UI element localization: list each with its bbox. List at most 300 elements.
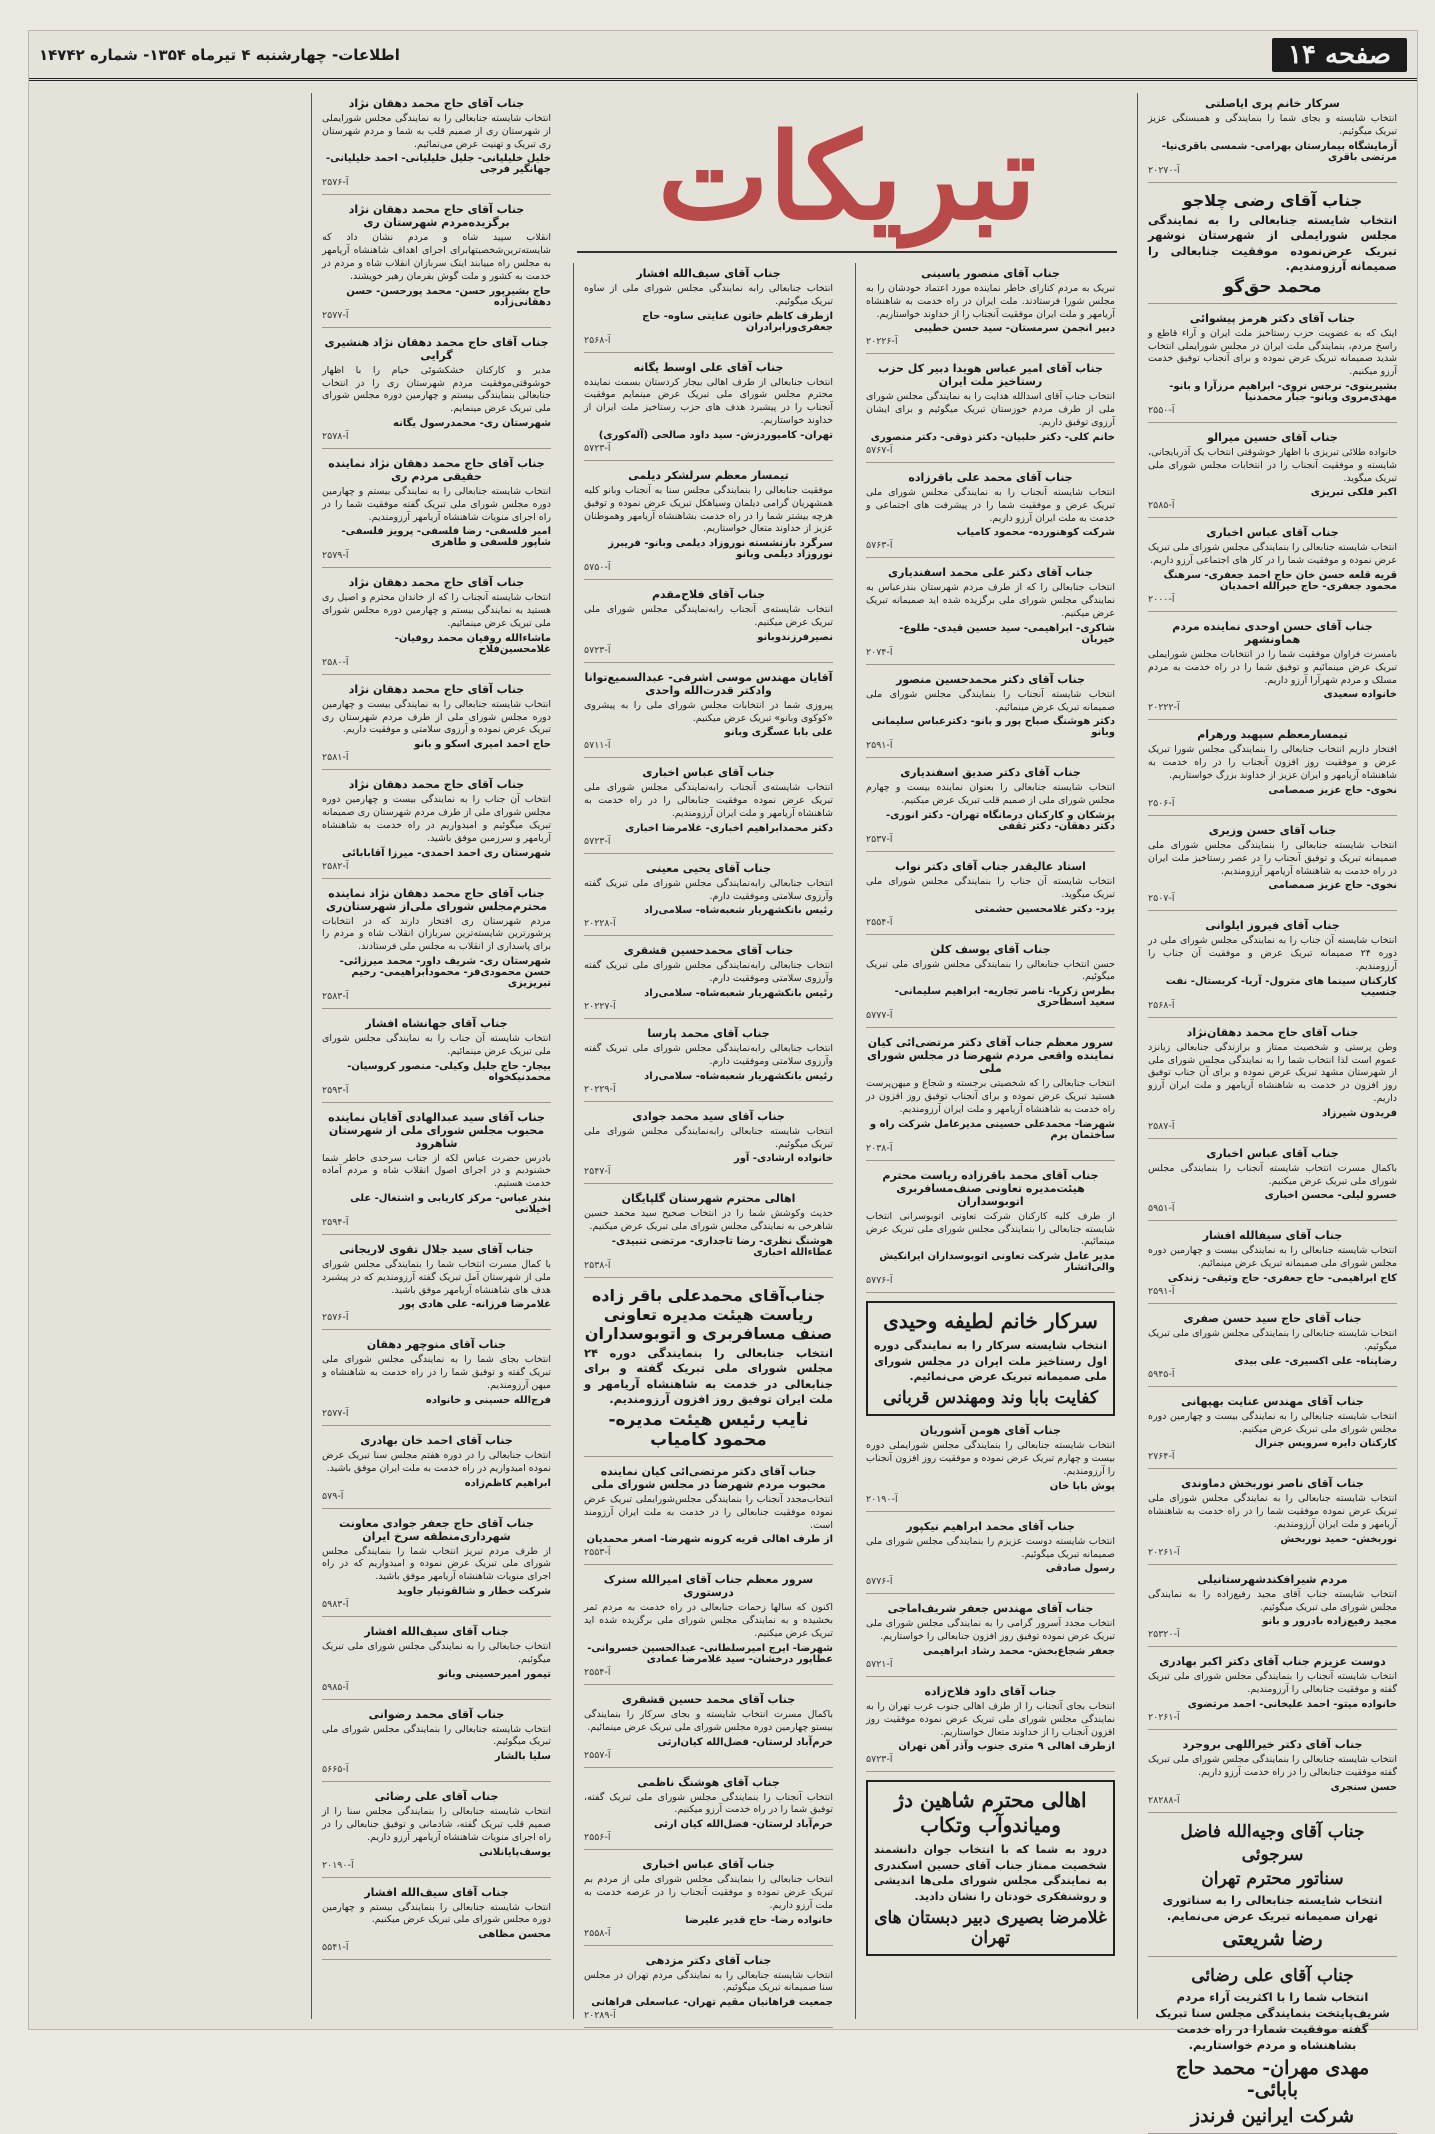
notice-entry xyxy=(1148,431,1397,518)
ad-code: آ-۵۹۴۵ xyxy=(1148,1368,1175,1380)
ad-code: آ-۲۵۹۳ xyxy=(322,1084,349,1096)
page-number-label: صفحه ۱۴ xyxy=(1272,38,1407,72)
ad-code: آ-۲۰۳۸ xyxy=(866,1142,893,1154)
notice-signature: دکتر محمدابراهیم اخباری- غلامرضا اخباری xyxy=(625,822,833,834)
notice-signature: خانواده میتو- احمد علیخانی- احمد مرتضوی xyxy=(1187,1699,1397,1710)
notice-signature: خرم‌آباد لرستان- فضل‌الله کیان‌ارثی xyxy=(657,1736,833,1748)
ad-code: آ-۵۷۷۶ xyxy=(866,1275,893,1287)
notice-entry xyxy=(584,1110,833,1185)
notice-title: جناب آقای حاج محمد دهقان نژاد xyxy=(348,778,525,792)
notice-body: حدیث وکوشش شما را در انتخاب صحیح سید محمد حسین شاهرخی به نمایندگی مجلس شورای ملی تبریک عرض میکنیم. xyxy=(584,1208,833,1233)
notice-title: جناب آقای منصور یاسینی xyxy=(921,267,1060,280)
ad-code: آ-۲۰۲۲۸ xyxy=(584,918,616,930)
notice-entry xyxy=(584,1954,833,2029)
notice-body: انتخاب جنابعالی رابه‌نمایندگی مجلس شورای ملی تبریک گفته وآرزوی سلامتی وموفقیت دارم. xyxy=(584,1043,833,1067)
notice-title: جناب آقای یحیی معینی xyxy=(645,861,772,875)
notice-entry xyxy=(584,944,833,1019)
notice-body: انتخاب شایسته جنابعالی را بنمایندگی مجلس شورای ملی تبریک میگوئیم. xyxy=(322,1723,551,1748)
notice-entry xyxy=(1148,919,1397,1017)
notice-entry xyxy=(584,671,833,759)
notice-body: انتخاب آن جناب را به نمایندگی بیست و چهارمین دوره مجلس شورای ملی از طرف مردم شهرستان ری صمیمانه تبریک میگوئیم و امیدواریم در راه خدمت به شاهنشاه آریامهر و سرزمین موفق باشید. xyxy=(322,794,551,844)
notice-signature: کاج ابراهیمی- حاج جعفری- حاج وثیقی- زندکی xyxy=(1167,1273,1397,1285)
notice-entry xyxy=(866,566,1115,664)
notice-title: جناب آقای حاج محمد دهقان نژاد xyxy=(348,97,525,110)
notice-entry xyxy=(1148,1738,1397,1813)
notice-body: انتخاب‌مجدد آنجناب را بنمایندگی مجلس‌شورایملی تبریک عرض نموده موفقیت جنابعالی را در خدمت به ملت ایران آرزومند است. xyxy=(584,1494,833,1531)
notice-body: مردم شهرستان ری افتخار دارند که در انتخابات پرشورترین شایسته‌ترین سربازان انقلاب شاه و مردم را برای پاسداری از انقلاب به مجلس ملی فرستادند. xyxy=(322,915,551,953)
notice-body: انتخاب جنابعالی رابه‌نمایندگی مجلس شورای ملی تبریک گفته وآرزوی سلامتی وموفقیت دارم. xyxy=(584,960,833,985)
notice-entry xyxy=(584,267,833,353)
ad-code: آ-۵۷۵۰ xyxy=(584,562,611,574)
notice-title: جناب آقای عباس اخباری xyxy=(642,1858,775,1872)
notice-title: جناب آقای سیفالله افشار xyxy=(1202,1229,1343,1243)
banner-title: تبریکات xyxy=(657,107,1037,246)
notice-title: جناب آقای هوشنگ ناظمی xyxy=(637,1775,780,1789)
notice-signature: کارکنان سینما های مترول- آریا- کریستال- نفت جنسیب xyxy=(1165,975,1397,998)
notice-entry xyxy=(866,267,1115,354)
ad-code: آ-۲۵۷۶ xyxy=(322,1312,349,1324)
notice-title: جناب آقای سیف‌الله افشار xyxy=(364,1624,509,1638)
notice-body: افتخار داریم انتخاب جنابعالی را بنمایندگی مجلس شورا تبریک عرض و موفقیت روز افزون آنجناب را در راه خدمت به شاهنشاه آریامهر و ایران عزیز از خداوند بزرگ خواستاریم. xyxy=(1148,744,1397,782)
notice-title: جناب آقای حاج محمد دهقان‌نژاد xyxy=(1186,1025,1359,1039)
section-banner xyxy=(577,103,1117,253)
notice-signature: آزمایشگاه بیمارستان بهرامی- شمسی باقری‌نیا- مرتضی باقری xyxy=(1161,140,1397,163)
ad-code: آ-۵۷۶۷ xyxy=(866,444,893,456)
notice-signature: بیجار- حاج جلیل وکیلی- منصور کروسیان- محمدنیکخواه xyxy=(347,1060,551,1083)
notice-body: انتخاب شایسته جنابعالی را بنمایندگی مجلس شورای ملی تبریک گفته موفقیت جنابعالی را در راه خدمت آرزو داریم. xyxy=(1148,1754,1397,1778)
notice-body: انتخاب بجای شما را به نمایندگی مجلس شورای ملی تبریک گفته و توفیق شما را در راه خدمت به شاهنشاه و میهن آرزومندیم. xyxy=(322,1354,551,1392)
ad-code: آ-۲۵۸۲ xyxy=(322,860,349,872)
notice-entry xyxy=(322,778,551,878)
notice-entry xyxy=(584,361,833,461)
notice-signature: پوش بابا خان xyxy=(1049,1480,1115,1492)
notice-signature: محمد حق‌گو xyxy=(1223,276,1322,297)
notice-signature: هوشنگ نظری- رضا تاجداری- مرتضی تنبیدی- عطاءالله اخباری xyxy=(611,1235,833,1258)
notice-entry xyxy=(866,1685,1115,1772)
notice-headline: اهالی محترم شاهین دژ xyxy=(894,1788,1087,1813)
ad-code: آ-۵۷۲۳ xyxy=(584,442,611,454)
ad-code: آ-۵۹۸۳ xyxy=(322,1598,349,1610)
notice-title: جناب آقای دکتر خیراللهی بروجرد xyxy=(1182,1738,1363,1751)
column-2 xyxy=(855,263,1125,2019)
notice-body: انتخاب جنابعالی رابه نمایندگی مجلس شورای ملی از ساوه تبریک میگوئیم. xyxy=(584,283,833,307)
notice-entry xyxy=(1148,312,1397,423)
notice-title: جناب آقای محمدحسین قشقری xyxy=(623,944,794,958)
notice-signature: حسن سنجری xyxy=(1330,1781,1397,1793)
notice-title: جناب آقای محمد پارسا xyxy=(647,1027,770,1041)
notice-body: انتخاب شایسته جنابعالی رابه‌نمایندگی مجلس شورای ملی تبریک میگوئیم. xyxy=(584,1125,833,1150)
ad-code: آ-۲۵۸۷ xyxy=(1148,1120,1175,1132)
ad-code: آ-۵۹۵۱ xyxy=(1148,1203,1175,1215)
notice-body: انتخاب شایسته جنابعالی را به نمایندگی بیست و چهارمین دوره مجلس شورای ملی تبریک عرض میکنیم. xyxy=(1148,1410,1397,1435)
notice-title: جناب آقای حاج سید حسن صفری xyxy=(1183,1312,1362,1326)
notice-entry xyxy=(322,336,551,449)
ad-code: آ-۲۵۷۷ xyxy=(322,1407,349,1419)
notice-signature: شرکت ایرانین فرندز xyxy=(1190,2105,1355,2128)
notice-signature: خسرو لیلی- محسن اخباری xyxy=(1264,1190,1397,1202)
notice-body: انتخاب بجای آنجناب را از طرف اهالی جنوب غرب تهران را به نمایندگی مجلس شورای ملی تبریک عرض نموده موفقیت روز افزون آنجناب را از خداوند متعال خواستاریم. xyxy=(866,1700,1115,1738)
notice-entry xyxy=(322,1708,551,1783)
notice-entry xyxy=(322,1517,551,1617)
notice-entry xyxy=(322,1790,551,1877)
ad-code: آ-۲۰۲۲۲ xyxy=(1148,702,1180,714)
notice-body: انتخاب شما را با اکثریت آراء مردم شریف‌پایتخت بنمایندگی مجلس سنا تبریک گفته موفقیت شمارا در راه خدمت بشاهنشاه و مردم خواستاریم. xyxy=(1155,1990,1390,2053)
ad-code: آ-۲۵۷۹ xyxy=(322,550,349,562)
notice-signature: ماشاءالله روفیان محمد روفیان- غلامحسین‌فلاح xyxy=(394,632,551,655)
ad-code: آ-۵۶۶۵ xyxy=(322,1764,349,1776)
notice-entry xyxy=(1148,824,1397,911)
ad-code: آ-۲۰۷۴ xyxy=(866,646,893,658)
notice-body: انتخاب جنابعالی رابه‌نمایندگی مجلس شورای ملی تبریک گفته وآرزوی سلامتی وموفقیت دارم. xyxy=(584,877,833,902)
notice-title: جناب آقای محمد رضوانی xyxy=(368,1707,505,1721)
notice-signature: حاج احمد امیری اسکو و بانو xyxy=(414,739,551,751)
ad-code: آ-۵۷۲۱ xyxy=(866,1658,893,1670)
ad-code: آ-۲۰۲۲۷ xyxy=(584,1001,616,1013)
notice-entry xyxy=(584,862,833,937)
notice-title: جناب آقای مهندس عنایت بهپهانی xyxy=(1181,1394,1364,1408)
notice-entry xyxy=(322,683,551,770)
notice-title: جناب آقای حسن وزیری xyxy=(1208,823,1337,837)
notice-signature: رئیس بانکشهریار شعبه‌شاه- سلامی‌راد xyxy=(644,1070,833,1082)
notice-signature: اکبر فلکی تبریزی xyxy=(1310,487,1397,499)
notice-body: انتخاب جنابعالی را به نمایندگی مجلس شورای ملی تبریک میگوئیم. xyxy=(322,1640,551,1665)
notice-signature: کفایت بابا وند ومهندس قربانی xyxy=(883,1388,1098,1409)
notice-entry xyxy=(1148,526,1397,612)
ad-code: آ-۲۰۲۲۶ xyxy=(866,336,898,348)
ad-code: آ-۲۰۲۷۰ xyxy=(1148,164,1180,176)
ad-code: آ-۲۸۲۸۸ xyxy=(1148,1794,1180,1806)
notice-title: جناب آقای هومن آشوریان xyxy=(920,1424,1061,1438)
notice-body: انتخاب شایسته جنابعالی را به نمایندگی مجلس شورایملی از شهرستان نوشهر تبریک عرض‌نموده موفقیت جنابعالی را صمیمانه آرزومندیم. xyxy=(1148,212,1397,274)
notice-body: انتخاب شایسته جنابعالی را بنمایندگی مجلس شورای ملی تبریک میگوئیم. xyxy=(1148,1328,1397,1352)
notice-title: اهالی محترم شهرستان گلپایگان xyxy=(621,1192,796,1206)
notice-signature: جمعیت فراهانیان مقیم تهران- عباسعلی فراهانی xyxy=(591,1997,833,2009)
notice-signature: دکتر هوشنگ صباح پور و بانو- دکترعباس سلیمانی وبانو xyxy=(871,716,1115,739)
ad-code: آ-۵۷۶۳ xyxy=(866,540,893,552)
notice-entry xyxy=(322,1625,551,1700)
notice-body: انتخاب شایسته جنابعالی را بنمایندگی مجلس شورایملی دوره بیست و چهارم تبریک عرض نموده و موفقیت روز افزون آنجناب را آرزومندیم. xyxy=(866,1440,1115,1477)
ad-code: آ-۲۵۵۸ xyxy=(584,1927,611,1939)
ad-code: آ-۲۵۵۳ xyxy=(584,1547,611,1559)
ad-code: آ-۲۵۸۰ xyxy=(322,656,349,668)
notice-title: جناب آقای دکتر صدیق اسفندیاری xyxy=(900,766,1081,780)
notice-body: انتخاب شایسته جناب آقای مجید رفیع‌زاده را به نمایندگی مجلس شورای ملی تبریک میگوئیم. xyxy=(1148,1588,1397,1613)
ad-code: آ-۲۵۳۲۰ xyxy=(1148,1629,1180,1641)
ad-code: آ-۲۰۲۶۱ xyxy=(1148,1546,1180,1558)
notice-title: جناب آقای حاج محمد دهقان نژاد نماینده حقیقی مردم ری xyxy=(328,456,545,483)
notice-entry xyxy=(322,887,551,1009)
notice-body: انتخاب شایسته آن جناب را بنمایندگی مجلس شورای ملی تبریک میگوید. xyxy=(866,876,1115,900)
notice-signature: از طرف اهالی قریه کرونه شهرضا- اصغر محمدیان xyxy=(586,1534,833,1546)
notice-body: انتخاب شایسته آن جناب را به نمایندگی مجلس شورای ملی تبریک عرض مینمائیم. xyxy=(322,1032,551,1057)
notice-signature: شهرستان ری- شریف داور- محمد میرزائی- حسن محمودی‌فر- محمودابراهیمی- رحیم تبریزیزی xyxy=(339,955,551,989)
notice-signature: خرم‌آباد لرستان- فضل‌الله کیان ارثی xyxy=(654,1819,833,1831)
ad-code: آ-۲۵۷۸ xyxy=(322,430,349,442)
notice-body: انتخاب شایسته و بجای شما را بنمایندگی و همبستگی عزیز تبریک میگوئیم. xyxy=(1148,113,1397,137)
ad-code: آ-۲۵۳۸ xyxy=(584,1259,611,1271)
ad-code: آ-۲۵۵۷ xyxy=(584,1749,611,1761)
notice-title: جناب آقای علی رضائی xyxy=(374,1790,499,1804)
notice-signature: شرکت کوهنورده- محمود کامیاب xyxy=(956,527,1115,539)
notice-body: انتخاب جناب آقای اسدالله هدایت را به نمایندگی مجلس شورای ملی از طرف مردم خوزستان تبریک میگوئیم و برای ایشان آرزوی توفیق داریم. xyxy=(866,391,1115,429)
notice-body: اینک که به عضویت حزب رستاخیز ملت ایران و آراء قاطع و راسخ مردم، بنمایندگی ملت ایران در مجلس شورایملی انتخاب شدید صمیمانه تبریک عرض نموده و برای آنجناب توفیق خدمت آرزو میکنیم. xyxy=(1148,327,1397,378)
notice-body: بامسرت فراوان موفقیت شما را در انتخابات مجلس شورایملی تبریک عرض مینمائیم و توفیق شما را در راه خدمت به مردم مسلک و مردم شهرآرا آرزو داریم. xyxy=(1148,649,1397,686)
notice-body: انتخاب شایسته جنابعالی را به نمایندگی بیست و چهارمین دوره مجلس شورای ملی صمیمانه تبریک عرض مینمائیم. xyxy=(1148,1245,1397,1270)
notice-signature: محسن مظاهی xyxy=(478,1929,551,1941)
notice-signature: کارکنان دایره سرویس جنرال xyxy=(1254,1438,1397,1450)
highlight-notice xyxy=(866,1301,1115,1416)
issue-dateline: اطلاعات- چهارشنبه ۴ تیرماه ۱۳۵۴- شماره ۱۴۷۴۲ xyxy=(39,45,400,64)
notice-entry xyxy=(866,1520,1115,1595)
notice-signature: فریدون شیرزاد xyxy=(1322,1107,1397,1119)
ad-code: آ-۵۷۷۶ xyxy=(866,1576,893,1588)
ad-code: آ-۲۵۶۸ xyxy=(1148,999,1175,1011)
notice-entry xyxy=(584,1027,833,1102)
ad-code: آ-۲۵۸۵ xyxy=(1148,500,1175,512)
notice-entry xyxy=(866,860,1115,935)
content-columns xyxy=(39,93,1407,2128)
notice-title: جناب آقای عباس اخباری xyxy=(642,766,775,780)
notice-signature: ابراهیم کاظم‌زاده xyxy=(464,1477,551,1489)
notice-body: انتخاب شایسته سرکار را به نمایندگی دوره اول رستاخیز ملت ایران در مجلس شورای ملی صمیمانه تبریک عرض می‌نمائیم. xyxy=(874,1339,1107,1383)
notice-entry xyxy=(1148,620,1397,720)
ad-code: آ-۵۷۷۷ xyxy=(866,1010,893,1022)
notice-body: انتخاب آنجناب را بنمایندگی مجلس شورای ملی تبریک گفته، توفیق شما را در راه خدمت آرزو میکنیم. xyxy=(584,1791,833,1816)
notice-body: انتخاب جنابعالی را که شخصیتی برجسته و شجاع و میهن‌پرست هستید تبریک عرض نموده و برای آنجناب توفیق روز افزون در راه خدمت به شاهنشاه آریامهر و ملت ایران آرزومندیم. xyxy=(866,1078,1115,1115)
notice-title: جناب آقای محمد حسین قشقری xyxy=(621,1692,796,1706)
notice-entry xyxy=(584,1573,833,1684)
notice-title: جناب آقای دکتر مرتضی‌ائی کیان نماینده محبوب مردم شهرضا در مجلس شورای ملی xyxy=(591,1465,826,1491)
notice-body: انتخاب جنابعالی را در دوره هفتم مجلس سنا تبریک عرض نموده امیدواریم در راه خدمت به ملت ایران موفق باشید. xyxy=(322,1449,551,1474)
notice-title: جناب آقای محمد باقرزاده ریاست محترم هیئت‌مدیره تعاونی صنف‌مسافربری اتوبوسداران xyxy=(882,1168,1099,1208)
notice-entry xyxy=(1148,728,1397,815)
notice-signature: شهرستان ری احمد احمدی- میرزا آقابابائی xyxy=(341,847,551,859)
notice-title: مردم شیرافکندشهرستانیلی xyxy=(1197,1572,1348,1586)
notice-entry xyxy=(584,766,833,853)
notice-title: سرکار خانم پری ایاصلتی xyxy=(1205,97,1340,110)
notice-body: باکمال مسرت انتخاب شایسته آنجناب را بنمایندگی مجلس شورای ملی تبریک عرض میکنیم. xyxy=(1148,1162,1397,1187)
ad-code: آ-۲۵۹۱ xyxy=(1148,1286,1175,1298)
column-1 xyxy=(1137,93,1407,2128)
masthead xyxy=(29,31,1417,81)
notice-body: انتخاب شایسته جنابعالی را بعنوان نماینده بیست و چهارم مجلس شورای ملی از صمیم قلب تبریک عرض میکنیم. xyxy=(866,782,1115,807)
notice-body: انتخاب جنابعالی را بنمایندگی مجلس شورای ملی از مردم بم تبریک عرض نموده و موفقیت آنجناب را در عرصه خدمت به ملت آرزو داریم. xyxy=(584,1874,833,1911)
notice-signature: رئیس بانکشهریار شعبه‌شاه- سلامی‌راد xyxy=(644,988,833,1000)
notice-body: وطن پرستی و شخصیت ممتاز و برازندگی جنابعالی زبانزد عموم است لذا انتخاب شما را به نمایندگی مجلس شورای ملی از شهرستان مشهد تبریک عرض نموده و برای آن جناب توفیق روز افزون در خدمت به شاهنشاه آریامهر و ملت ایران آرزو داریم. xyxy=(1148,1041,1397,1104)
ad-code: آ-۲۵۹۴ xyxy=(322,1217,349,1228)
notice-headline: سرکار خانم لطیفه وحیدی xyxy=(883,1309,1098,1334)
notice-title: جناب آقای سید جلال تقوی لاریجانی xyxy=(339,1243,534,1256)
notice-entry xyxy=(866,673,1115,759)
notice-title: جناب آقای عباس اخباری xyxy=(1206,1146,1339,1160)
ad-code: آ-۲۵۸۱ xyxy=(322,752,349,764)
column-3 xyxy=(573,263,843,2022)
notice-entry xyxy=(1148,1229,1397,1304)
notice-signature: خانم کلی- دکتر حلبیان- دکتر ذوقی- دکتر منصوری xyxy=(870,431,1115,443)
notice-entry xyxy=(1148,1477,1397,1564)
notice-body: انتخاب شایسته آن جناب را به نمایندگی مجلس شورای ملی در دوره ۲۴ صمیمانه تبریک عرض و موفقیت آن جناب را آرزومندیم. xyxy=(1148,935,1397,972)
ad-code: آ-۵۷۹ xyxy=(322,1490,344,1502)
ad-code: آ-۲۰۱۹۰ xyxy=(322,1859,354,1871)
ad-code: آ-۲۵۶۸ xyxy=(584,334,611,346)
notice-signature: سرگرد بازنشسته نوروزاد دیلمی وبانو- فریبرز نوروزاد دیلمی وبانو xyxy=(608,538,833,561)
notice-title: جناب آقای حاج محمد دهقان نژاد برگزیده‌مردم شهرستان ری xyxy=(348,203,525,230)
notice-body: انتخاب شایسته آنجناب را بنمایندگی مجلس شورای ملی تبریک گفته و موفقیت جنابعالی را آرزومندیم. xyxy=(1148,1671,1397,1696)
notice-signature: سلیا بالشار xyxy=(494,1751,551,1763)
notice-title: تیمسارمعظم سپهبد ورهرام xyxy=(1197,728,1348,742)
notice-signature: یوسف‌پایانلانی xyxy=(478,1846,551,1858)
notice-entry xyxy=(584,1465,833,1565)
notice-body: حسن انتخاب جنابعالی را بنمایندگی مجلس شورای ملی تبریک میگوئیم. xyxy=(866,958,1115,983)
notice-title: جناب‌آقای محمدعلی باقر زاده ریاست هیئت مدیره تعاونی صنف مسافربری و اتوبوسداران xyxy=(584,1285,833,1343)
notice-title: جناب آقای دکتر محمدحسین منصور xyxy=(896,672,1085,686)
notice-title: جناب آقای حسن اوحدی نماینده مردم هماونشهر xyxy=(1172,620,1373,646)
notice-signature: حاج بشیرپور حسن- محمد پورحسن- حسن دهقانی‌زاده xyxy=(346,285,551,308)
notice-body: تبریک به مردم کنارای خاطر نماینده مورد اعتماد خودشان را به مجلس شورا فرستادند. ملت ایران در راه خدمت به شاهنشاه آریامهر و ملت ایران موفقیت آنجناب را از خداوند خواستاریم. xyxy=(866,283,1115,320)
notice-title: جناب آقای منوچهر دهقان xyxy=(366,1338,507,1352)
notice-title: جناب آقای علی اوسط یگانه xyxy=(633,360,784,374)
notice-signature: رئیس بانکشهریار شعبه‌شاه- سلامی‌راد xyxy=(644,905,833,917)
notice-signature: خانواده سعیدی xyxy=(1323,689,1397,701)
notice-entry xyxy=(322,1017,551,1103)
notice-title: جناب آقای دکتر هرمز پیشوائی xyxy=(1189,311,1356,325)
notice-title: سرور معظم جناب آقای امیرالله سترک درستوری xyxy=(603,1573,814,1600)
notice-title: سرور معظم جناب آقای دکتر مرتضی‌ائی کیان نماینده واقعی مردم شهرضا در مجلس شورای ملی xyxy=(867,1036,1114,1076)
notice-signature: شهرستان ری- محمدرسول یگانه xyxy=(393,417,551,429)
notice-body: انتخاب شایسته آنجناب را که از خاندان محترم و اصیل ری هستید به نمایندگی بیستم و چهارمین دوره مجلس شورای ملی تبریک عرض مینمائیم. xyxy=(322,592,551,629)
notice-body: انتخاب جنابعالی از طرف اهالی بیجار کردستان بسمت نماینده محترم مجلس شورای ملی تبریک عرض مینمایم موفقیت آنجناب را در پیشبرد هدف های حزب رستاخیز ملت ایران از خداوند خواستاریم. xyxy=(584,376,833,427)
ad-code: آ-۲۵۵۴ xyxy=(584,1666,611,1678)
notice-entry xyxy=(584,1693,833,1768)
notice-entry xyxy=(1148,1655,1397,1730)
notice-title: جناب آقای جهانشاه افشار xyxy=(365,1016,508,1030)
notice-signature: رضا شریعتی xyxy=(1222,1928,1323,1951)
notice-body: انتخاب شایسته آنجناب را به نمایندگی مجلس شورای ملی تبریک عرض و موفقیت شما را در پیشرفت های اجتماعی و خدمت به ملت ایران آرزو داریم. xyxy=(866,486,1115,524)
notice-body: انتخاب شایسته جنابعالی را بنمایندگی مجلس شورای ملی تبریک عرض نموده و موفقیت شما را در کار های اجتماعی آرزو داریم. xyxy=(1148,542,1397,567)
notice-title: جناب آقای حاج محمد دهقان نژاد نماینده محترم‌مجلس شورای ملی‌از شهرستان‌ری xyxy=(326,886,547,913)
notice-signature: خلیل خلیلیانی- جلیل خلیلیانی- احمد خلیلیانی- جهانگیر فرجی xyxy=(325,153,551,176)
ad-code: آ-۵۷۱۱ xyxy=(584,740,611,752)
notice-entry xyxy=(322,203,551,327)
notice-body: از طرف کلیه کارکنان شرکت تعاونی اتوبوسرانی انتخاب شایسته جنابعالی را بنمایندگی مجلس شورای ملی تبریک عرض مینمائیم. xyxy=(866,1210,1115,1248)
notice-body: انتخاب شایسته جنابعالی را بنمایندگی بیستم و چهارمین دوره مجلس شورای ملی تبریک عرض میکنیم. xyxy=(322,1901,551,1926)
notice-body: درود به شما که با انتخاب جوان دانشمند شخصیت ممتاز جناب آقای حسین اسکندری به نمایندگی مجلس شورای ملی‌ها اندیشی و روشنفکری خودتان را نشان دادید. xyxy=(874,1843,1107,1903)
notice-signature: شاکری- ابراهیمی- سید حسین قیدی- طلوع- خیریان xyxy=(899,622,1115,645)
notice-entry xyxy=(1148,1026,1397,1139)
notice-body: انتخاب شایسته جنابعالی را به نمایندگی بیست و چهارمین دوره مجلس شورای ملی از طرف مردم شهرستان ری تبریک عرض نموده و آرزوی سلامتی و موفقیت داریم. xyxy=(322,698,551,736)
ad-code: آ-۵۷۲۳ xyxy=(866,1754,893,1766)
ad-code: آ-۲۵۵۰ xyxy=(1148,404,1175,416)
notice-title: جناب آقای عباس اخباری xyxy=(1206,526,1339,540)
ad-code: آ-۵۵۴۱ xyxy=(322,1942,349,1954)
notice-body: بادرس حضرت عباس لکه از جناب سرحدی خاطر شما خشنودیم و در اجرای اصول انقلاب شاه و مردم آماده خدمت هستیم. xyxy=(322,1152,551,1190)
notice-signature: شهرضا- ایرج امیرسلطانی- عبدالحسین خسروانی- عطاپور درخشان- سید غلامرضا عمادی xyxy=(587,1642,833,1665)
notice-title: جناب آقای فلاح‌مقدم xyxy=(651,588,766,602)
notice-title: جناب آقای سیف‌الله افشار xyxy=(364,1885,509,1899)
notice-title: جناب آقای مهندس جعفر شریف‌اماجی xyxy=(887,1602,1094,1616)
ad-code: آ-۲۰۱۹۰ xyxy=(866,1493,898,1505)
notice-title: جناب آقای امیر عباس هویدا دبیر کل حزب رستاخیز ملت ایران xyxy=(878,362,1103,389)
ad-code: آ-۲۵۴۷ xyxy=(584,1166,611,1178)
notice-entry xyxy=(1148,1395,1397,1470)
notice-signature: مجید رفیع‌زاده بادرور و بانو xyxy=(1262,1616,1397,1628)
notice-signature: بشیرینوی- نرجس نروی- ابراهیم مرزآرا و بانو- مهدی‌مروی وبانو- جبار محمدنیا xyxy=(1169,380,1397,403)
notice-title: دوست عزیزم جناب آقای دکتر اکبر بهادری xyxy=(1159,1655,1386,1669)
notice-entry xyxy=(866,1424,1115,1511)
notice-body: پیروزی شما در انتخابات مجلس شورای ملی را به پیشروی «کوکوی وبانو» تبریک عرض میکنیم. xyxy=(584,699,833,724)
notice-signature: نصیرفرزندوبانو xyxy=(757,631,833,643)
notice-signature: رسول صادقی xyxy=(1045,1563,1115,1575)
notice-title: جناب آقای ناصر نوربخش دماوندی xyxy=(1181,1477,1364,1491)
notice-body: انتخاب شایسته جنابعالی را به نمایندگی بیستم و چهارمین دوره مجلس شورای ملی تبریک گفته موفقیت شما را در راه اجرای منویات شاهنشاه آریامهر آرزومندیم. xyxy=(322,485,551,523)
notice-signature: یزد- دکتر غلامحسین حشمتی xyxy=(974,903,1115,915)
notice-title: جناب آقای سید محمد جوادی xyxy=(632,1109,785,1123)
notice-body: انتخاب شایسته دوست عزیزم را بنمایندگی مجلس شورای ملی صمیمانه تبریک میگوئیم. xyxy=(866,1535,1115,1560)
notice-entry xyxy=(1148,97,1397,183)
notice-signature: تیمور امیرحسینی وبانو xyxy=(438,1668,551,1680)
notice-title: جناب آقای حاج جعفر جوادی معاونت شهرداری‌منطقه سرخ ایران xyxy=(339,1516,534,1543)
notice-entry xyxy=(584,469,833,580)
notice-entry xyxy=(322,457,551,568)
notice-body: موفقیت جنابعالی را بنمایندگی مجلس سنا به آنجناب وبانو کلیه همشهریان گرامی دیلمان وسیاهکل تبریک عرض نموده و توفیق هرچه بیشتر شما را در راه خدمت بشاهنشاه آریامهر وهموطنان عزیز از خداوند متعال خواستاریم. xyxy=(584,484,833,535)
ad-code: آ-۲۵۷۶ xyxy=(322,177,349,189)
notice-entry xyxy=(322,1243,551,1330)
notice-body: با کمال مسرت انتخاب شما را بنمایندگی مجلس شورای ملی از شهرستان آمل تبریک گفته آرزومندیم که در پیشبرد هدف های شاهنشاه آریامهر موفق باشید. xyxy=(322,1259,551,1296)
notice-title: جناب آقای محمد علی باقرزاده xyxy=(908,470,1073,484)
notice-title: جناب آقای رضی چلاجو xyxy=(1182,190,1363,210)
ad-code: آ-۲۷۶۴ xyxy=(1148,1451,1175,1463)
notice-body: مدیر و کارکنان خشکشوئی خیام را با اظهار خوشوقتی‌موفقیت مردم شهرستان ری را در انتخاب جنابعالی بنمایندگی بیستم و چهارمین دوره مجلس شورای ملی تبریک عرض مینمایم. xyxy=(322,364,551,415)
notice-body: انتخاب شایسته جنابعالی را به نمایندگی مجلس شورای ملی تبریک عرض نموده موفقیت شما را در راه خدمت به شاهنشاه آریامهر و ملت ایران آرزومندیم. xyxy=(1148,1493,1397,1530)
notice-title: جناب آقای محمد ابراهیم نیکپور xyxy=(906,1519,1075,1533)
notice-title: تیمسار معظم سرلشکر دیلمی xyxy=(628,468,789,482)
senator-notice xyxy=(1148,1821,1397,1958)
boxed-notice xyxy=(866,1780,1115,1956)
notice-entry-featured xyxy=(1148,191,1397,304)
notice-signature: خانواده رضا- حاج قدیر علیرضا xyxy=(685,1914,833,1926)
notice-title: جناب آقای حسین میرالو xyxy=(1207,430,1338,444)
ad-code: آ-۵۷۲۳ xyxy=(584,835,611,847)
notice-entry xyxy=(322,1338,551,1425)
senate-notice xyxy=(1148,1965,1397,2134)
notice-signature: بطرس زکریا- ناصر تجاریه- ابراهیم سلیمانی- سعید اسطاحری xyxy=(894,986,1115,1009)
notice-title: جناب آقای دکتر علی محمد اسفندیاری xyxy=(888,566,1093,580)
notice-signature: مهدی مهران- محمد حاج بابائی- xyxy=(1175,2057,1370,2102)
ad-code: آ-۲۵۹۱ xyxy=(866,740,893,752)
notice-signature: شهرضا- محمدعلی حسینی مدیرعامل شرکت راه و ساختمان برم xyxy=(869,1118,1115,1141)
ad-code: آ-۲۵۵۴ xyxy=(866,916,893,928)
notice-signature: تهران- کامیوردزش- سید داود صالحی (آله‌کوری) xyxy=(598,429,833,441)
notice-entry xyxy=(322,576,551,674)
notice-body: اکنون که سالها زحمات جنابعالی در راه خدمت به مردم ثمر بخشیده و به نمایندگی مجلس شورای ملی برگزیده شده اید تبریک عرض میکنیم. xyxy=(584,1602,833,1640)
notice-title: جناب آقای احمد خان بهادری xyxy=(360,1433,513,1447)
notice-title: جناب آقای سید عبدالهادی آقایان نماینده محبوب مجلس شورای ملی از شهرستان شاهرود xyxy=(328,1110,545,1150)
notice-entry xyxy=(866,471,1115,558)
notice-signature: فرج‌الله حسینی و خانواده xyxy=(425,1394,551,1406)
ad-code: آ-۲۵۰۶ xyxy=(1148,797,1175,809)
notice-signature: مدیر عامل شرکت تعاونی اتوبوسداران ایرانکیش والی‌اتشار xyxy=(879,1251,1115,1274)
notice-entry xyxy=(322,1111,551,1235)
notice-body: انتخاب شایسته جنابعالی را بنمایندگی مجلس شورای ملی صمیمانه تبریک و توفیق آنجناب را در عصر رستاخیز ملت ایران در راه خدمت به شاهنشاه آریامهر آرزومندیم. xyxy=(1148,839,1397,877)
notice-signature: علی بابا عسگری وبانو xyxy=(724,727,833,739)
notice-signature: غلامرضا بصیری دبیر دبستان های تهران xyxy=(874,1907,1107,1948)
notice-signature: دبیر انجمن سرمستان- سید حسن خطیبی xyxy=(914,323,1115,335)
notice-entry xyxy=(584,1776,833,1851)
notice-body: انتخاب شایسته آنجناب را بنمایندگی مجلس شورای ملی صمیمانه تبریک عرض مینمائیم. xyxy=(866,688,1115,713)
notice-entry xyxy=(1148,1312,1397,1387)
ad-code: آ-۲۵۰۷ xyxy=(1148,893,1175,905)
notice-subheadline: ومیاندوآب وتکاب xyxy=(920,1813,1061,1838)
